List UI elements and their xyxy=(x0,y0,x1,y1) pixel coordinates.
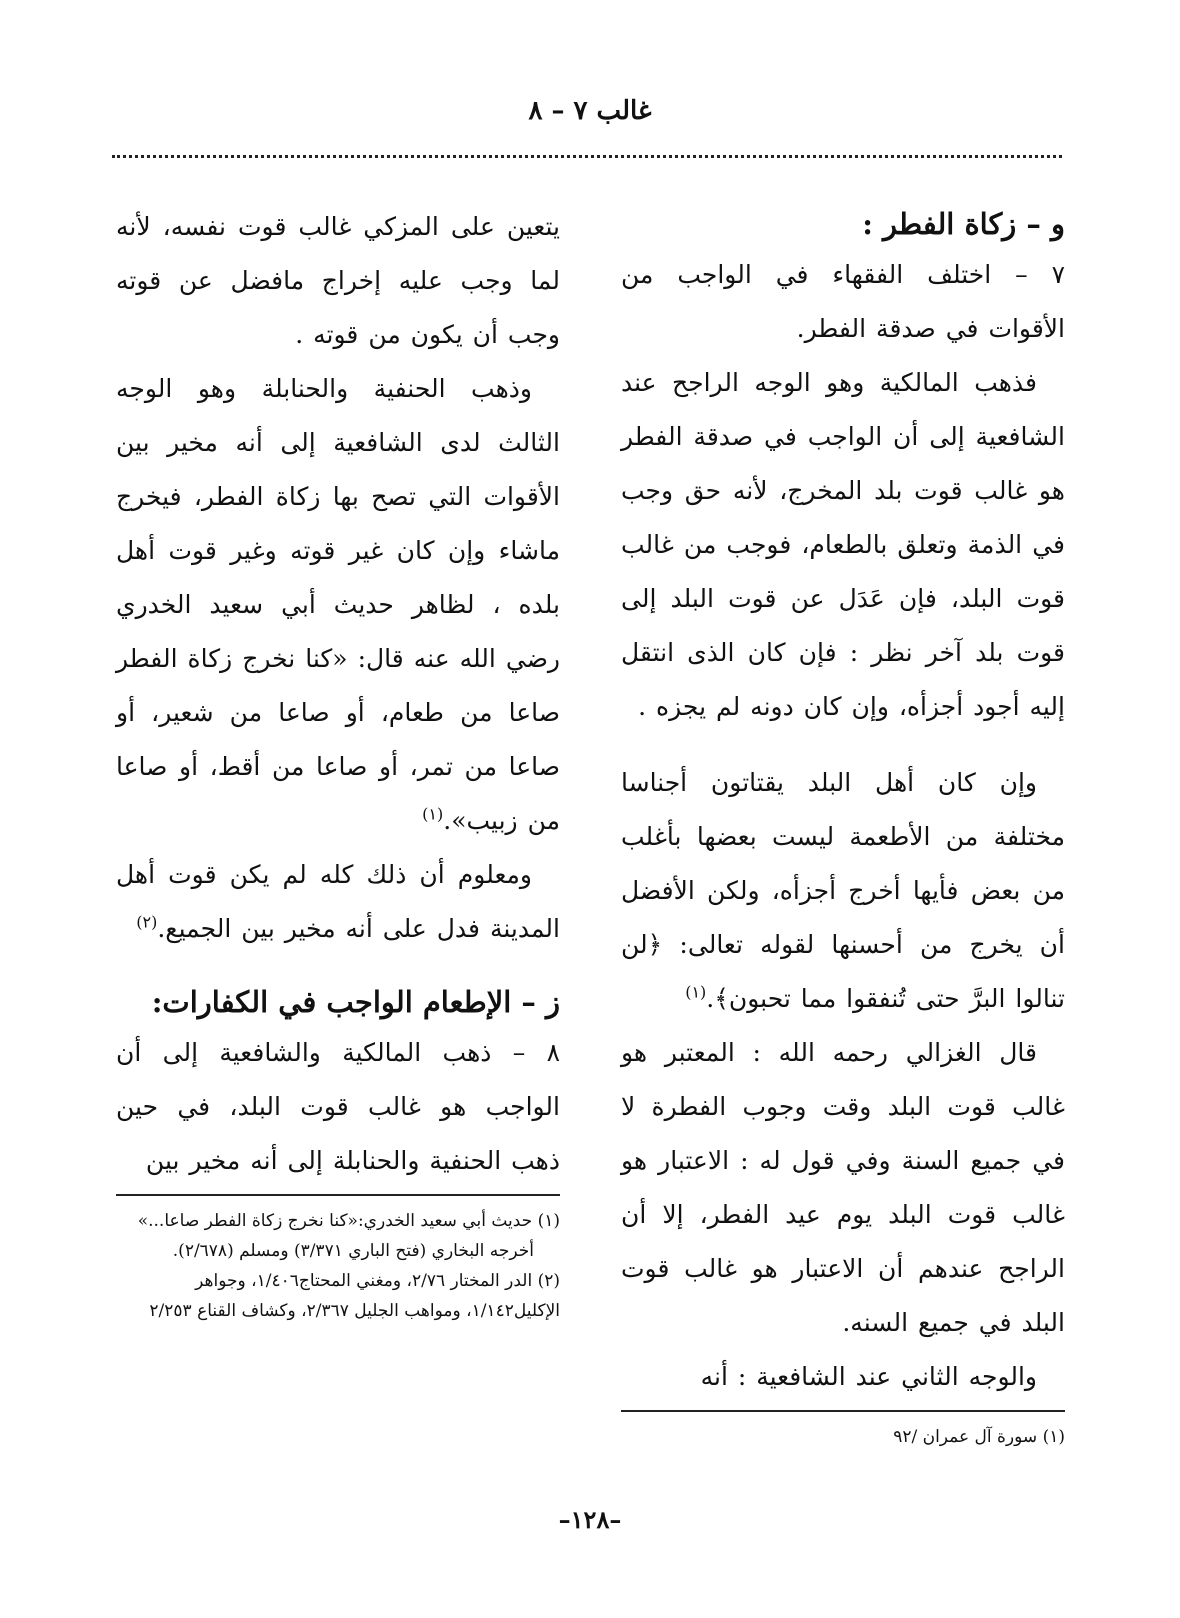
footnote: (٢) الدر المختار ٢/٧٦، ومغني المحتاج١/٤٠٦، وجواهر الإكليل١/١٤٢، ومواهب الجليل ٢/٣٦٧، وكشاف القناع ٢/٢٥٣ xyxy=(149,1271,560,1321)
footnote-ref: (١) xyxy=(422,804,444,824)
paragraph-with-footnote-ref xyxy=(116,362,560,848)
footnote-ref: (١) xyxy=(685,982,707,1002)
paragraph-with-footnote-ref xyxy=(116,848,560,956)
section-heading-zakat-al-fitr: و – زكاة الفطر : xyxy=(862,207,1065,241)
footnote-rule xyxy=(116,1194,560,1196)
header-dotted-rule xyxy=(112,155,1062,158)
paragraph: فذهب المالكية وهو الوجه الراجح عند الشافعية إلى أن الواجب في صدقة الفطر هو غالب قوت بلد المخرج، لأنه حق وجب في الذمة وتعلق بالطعام، فوجب من غالب قوت البلد، فإن عَدَل عن قوت البلد إلى قوت بلد آخر نظر : فإن كان الذى انتقل إليه أجود أجزأه، وإن كان دونه لم يجزه . xyxy=(621,368,1065,721)
right-column xyxy=(621,200,1065,1452)
footnote-rule xyxy=(621,1410,1065,1412)
page-number: –١٢٨– xyxy=(558,1505,622,1534)
paragraph: والوجه الثاني عند الشافعية : أنه xyxy=(700,1362,1037,1391)
paragraph: قال الغزالي رحمه الله : المعتبر هو غالب قوت البلد وقت وجوب الفطرة لا في جميع السنة وفي قول له : الاعتبار هو غالب قوت البلد يوم عيد الفطر، إلا أن الراجح عندهم أن الاعتبار هو غالب قوت البلد في جميع السنه. xyxy=(621,1038,1065,1337)
paragraph-text: وإن كان أهل البلد يقتاتون أجناسا مختلفة من الأطعمة ليست بعضها بأغلب من بعض فأيها أخرج أجزأه، ولكن الأفضل أن يخرج من أحسنها لقوله تعالى: ﴿لن تنالوا البرَّ حتى تُنفقوا مما تحبون﴾. xyxy=(621,768,1065,1013)
footnote: (١) حديث أبي سعيد الخدري:«كنا نخرج زكاة الفطر صاعا...» xyxy=(137,1211,560,1231)
footnote-continuation: أخرجه البخاري (فتح الباري ٣/٣٧١) ومسلم (٢/٦٧٨). xyxy=(172,1241,534,1261)
footnote-ref: (٢) xyxy=(136,912,158,932)
paragraph-with-footnote-ref xyxy=(621,756,1065,1026)
paragraph-text: ومعلوم أن ذلك كله لم يكن قوت أهل المدينة فدل على أنه مخير بين الجميع. xyxy=(116,860,560,943)
running-head: غالب ٧ – ٨ xyxy=(528,96,652,126)
left-column xyxy=(116,200,560,1326)
paragraph: ٨ – ذهب المالكية والشافعية إلى أن الواجب هو غالب قوت البلد، في حين ذهب الحنفية والحنابلة إلى أنه مخير بين xyxy=(116,1038,560,1175)
paragraph: ٧ – اختلف الفقهاء في الواجب من الأقوات في صدقة الفطر. xyxy=(621,260,1065,343)
paragraph-text: وذهب الحنفية والحنابلة وهو الوجه الثالث لدى الشافعية إلى أنه مخير بين الأقوات التي تصح بها زكاة الفطر، فيخرج ماشاء وإن كان غير قوته وغير قوت أهل بلده ، لظاهر حديث أبي سعيد الخدري رضي الله عنه قال: «كنا نخرج زكاة الفطر صاعا من طعام، أو صاعا من شعير، أو صاعا من تمر، أو صاعا من أقط، أو صاعا من زبيب». xyxy=(116,374,560,835)
paragraph: يتعين على المزكي غالب قوت نفسه، لأنه لما وجب عليه إخراج مافضل عن قوته وجب أن يكون من قوته . xyxy=(116,212,560,349)
section-heading-expiation-feeding: ز – الإطعام الواجب في الكفارات: xyxy=(151,985,560,1019)
footnote: (١) سورة آل عمران /٩٢ xyxy=(893,1427,1065,1447)
